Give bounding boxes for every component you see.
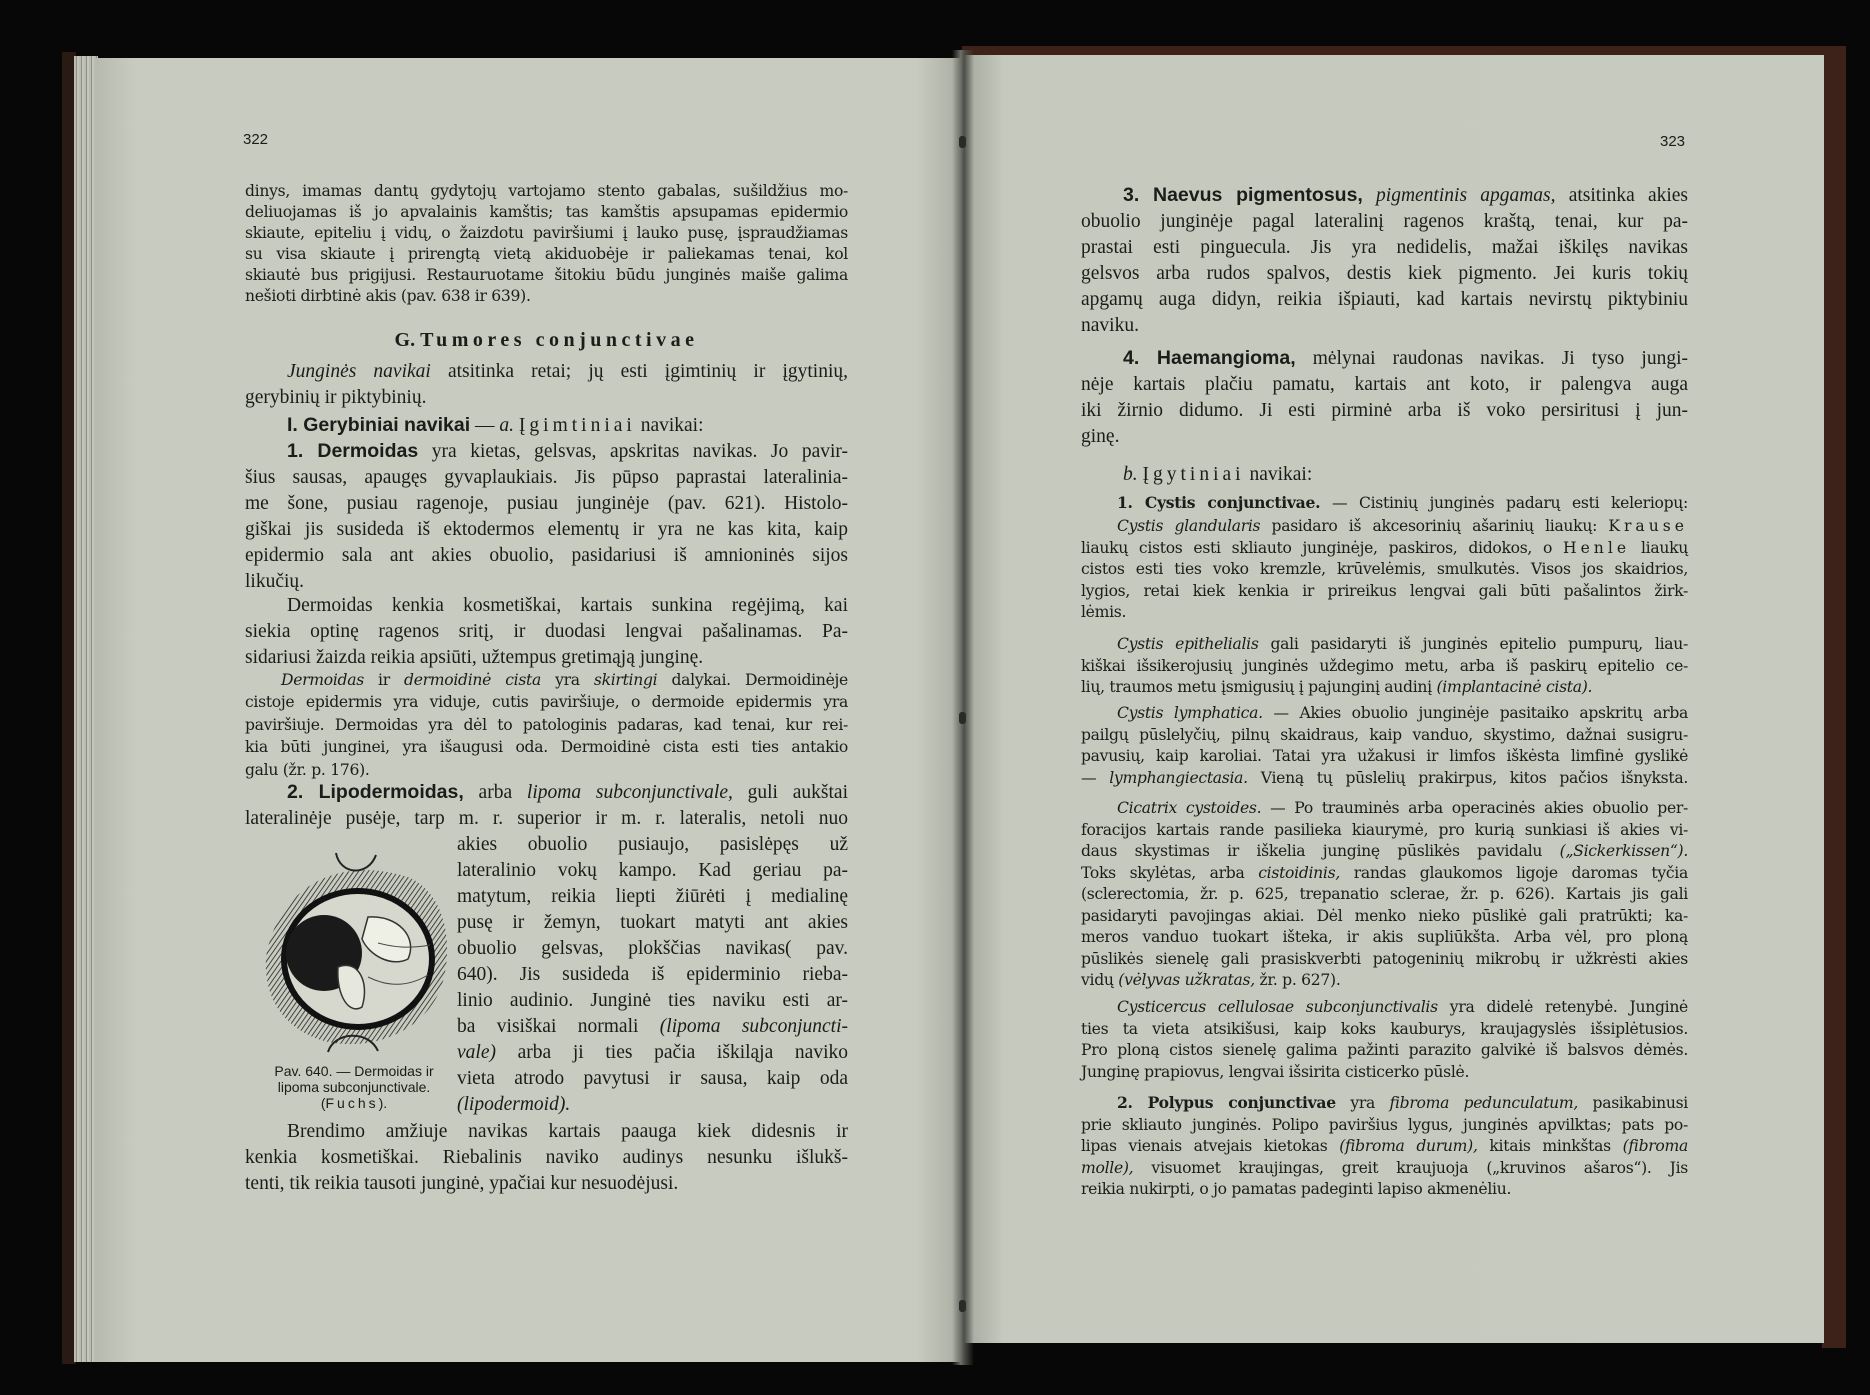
italic-term: (implantacinė cista). (1436, 678, 1593, 696)
bold-term: 1. Cystis conjunctivae. (1117, 493, 1321, 512)
italic-term: (fibroma (1622, 1137, 1688, 1155)
bold-term: 2. Lipodermoidas, (287, 781, 464, 803)
text-line: kiškai išsikerojusių junginės uždegimo metu, arba iš paskirų epitelio ce- (1081, 656, 1688, 675)
spaced-term: Įgytiniai (1142, 464, 1245, 485)
text-line: tenti, tik reikia tausoti junginė, ypačiai kur nesuodėjusi. (245, 1173, 679, 1194)
text-line: pasidaryti pavojingas akiai. Dėl menko nieko pūslikė gali pratrūkti; ka- (1081, 906, 1688, 925)
text-line: nėje kartais plačiu pamatu, kartais ant koto, ir palengva auga (1081, 374, 1688, 395)
text-line: cistos esti ties voko kremzle, krūvelėmis, smulkutės. Visos jos skaidrios, (1081, 560, 1688, 578)
text-run: mėlynai raudonas navikas. Ji tyso jungi- (1295, 348, 1688, 369)
text-line: sidariusi žaizda reikia apsiūti, užtempus gretimąją junginę. (245, 647, 704, 668)
text-line: likučių. (245, 571, 305, 592)
paragraph-polypus (1081, 1092, 1688, 1201)
paragraph-cystis-conjunctivae (1081, 492, 1688, 515)
section-title: Tumores conjunctivae (420, 329, 699, 351)
text-line: meros vanduo tuokart išteka, ir akis supliūkšta. Arba vėl, pro ploną (1081, 928, 1688, 946)
text-line (1081, 462, 1688, 488)
text-line: su visa skiaute į prirengtą vietą akiduobėje ir paliekamas tenai, kol (245, 245, 848, 263)
section-heading (245, 326, 848, 354)
text-line: iki žirnio didumo. Ji esti pirminė arba iš voko persiritusi į jun- (1081, 400, 1688, 421)
paragraph-cicatrix-cystoides (1081, 798, 1688, 992)
binding-stitch (959, 136, 966, 148)
text-line: dinys, imamas dantų gydytojų vartojamo stento gabalas, sušildžius mo- (245, 182, 848, 200)
text-line (245, 438, 848, 465)
text-line: Junginę prapiovus, lengvai išsirita cisticerko pūslė. (1081, 1062, 1470, 1081)
text-line: kenkia kosmetiškai. Riebalinis naviko audinys nesunku išlukš- (245, 1147, 848, 1168)
text-line: me šone, pusiau ragenoje, pusiau junginėje (pav. 621). Histolo- (245, 493, 848, 514)
text-line: ties ta vieta atsikišusi, kaip koks kauburys, kraujagyslės išsiplėtusios. (1081, 1019, 1688, 1038)
text-run: — Cistinių junginės padarų esti keleriopų: (1320, 494, 1688, 512)
text-line: gelsvos arba rudos spalvos, destis kiek pigmento. Jei kuris tokių (1081, 263, 1688, 284)
italic-term: Dermoidas (281, 671, 364, 689)
text-run: Toks skylėtas, arba (1081, 863, 1259, 882)
bold-term: 2. Polypus conjunctivae (1117, 1093, 1336, 1112)
spaced-term: Krause (1608, 517, 1688, 535)
text-line: epidermio sala ant akies obuolio, pasidariusi iš amnioninės sijos (245, 545, 848, 566)
italic-term: Cystis epithelialis (1117, 635, 1259, 653)
text-line: giškai jis susideda iš ektodermos elementų ir yra ne kas kita, kaip (245, 519, 848, 540)
spaced-term: Henle (1562, 538, 1631, 557)
text-run: arba (463, 782, 527, 803)
text-run: liaukų (1630, 538, 1688, 557)
italic-term: (lipodermoid). (457, 1094, 571, 1115)
paragraph-naevus (1081, 182, 1688, 339)
text-line: pusę ir žemyn, tuokart matyti ant akies (457, 912, 848, 933)
text-run: navikai: (1244, 464, 1313, 485)
subheading-acquired (1081, 462, 1688, 488)
text-line (1081, 538, 1688, 560)
paragraph-haemangioma (1081, 345, 1688, 450)
bold-term: I. Gerybiniai navikai (287, 414, 471, 436)
text-run: atsitinka retai; jų esti įgimtinių ir įgytinių, (430, 361, 849, 382)
text-line (1081, 863, 1688, 885)
italic-term: Cicatrix cystoides. (1117, 799, 1262, 817)
text-line: pailgų pūslelyčių, pilnų skaidraus, kaip vanduo, skystimo, dažnai susigru- (1081, 725, 1688, 744)
italic-term: cistoidinis, (1258, 863, 1340, 882)
paragraph-cystis-lymphatica (1081, 703, 1688, 789)
text-run: daus skystimas ir iškelia junginę pūslikės pavidalu (1081, 842, 1560, 860)
text-line: šius sausas, apaugęs gyvaplaukiais. Jis pūpso paprastai lateralinia- (245, 467, 848, 488)
italic-term: lymphangiectasia. (1109, 768, 1248, 787)
italic-term: molle), (1081, 1158, 1134, 1177)
text-line (1081, 492, 1688, 515)
text-run: vidų (1081, 971, 1119, 989)
text-line: vieta atrodo pavytusi ir sausa, kaip oda (457, 1068, 848, 1089)
text-line: skiautė bus prigijusi. Restauruotame šitokiu būdu junginės maiše galima (245, 266, 848, 284)
italic-term: Cystis glandularis (1117, 517, 1261, 535)
book-spine (952, 50, 974, 1365)
text-line (1081, 182, 1688, 209)
bold-term: 4. Haemangioma, (1123, 347, 1296, 369)
italic-term: fibroma pedunculatum, (1389, 1094, 1579, 1112)
text-line: foracijos kartais rande pasilieka kiaurymė, pro kurią sunkiasi iš akies vi- (1081, 820, 1688, 839)
text-run: ba visiškai normali (457, 1016, 660, 1037)
paragraph-artificial-eye (245, 181, 848, 307)
text-line (457, 1040, 848, 1066)
text-run: gali pasidaryti iš junginės epitelio pumpurų, liau- (1258, 635, 1688, 653)
text-line (1081, 798, 1688, 820)
text-run: žr. p. 627). (1254, 971, 1341, 989)
text-line: obuolio gelsvas, plokščias navikas( pav. (457, 938, 848, 959)
italic-term: lipoma subconjunctivale, (526, 782, 733, 803)
caption-line: Pav. 640. — Dermoidas ir (274, 1063, 434, 1079)
italic-term: skirtingi (593, 671, 658, 689)
text-line (245, 412, 848, 439)
text-run: — (1081, 768, 1110, 787)
italic-term: (vėlyvas užkratas, (1118, 971, 1255, 989)
text-line: reikia nukirpti, o jo pamatas padeginti lapiso akmenėliu. (1081, 1180, 1512, 1198)
text-line: lateralinio vokų kampo. Kad geriau pa- (457, 860, 848, 881)
text-line: matytum, reikia liepti žiūrėti į medialinę (457, 886, 848, 907)
text-line: (sclerectomia, žr. p. 625, trepanatio sclerae, žr. p. 626). Kartais jis gali (1081, 885, 1688, 903)
text-line: obuolio junginėje pagal lateralinį ragenos kraštą, tenai, kur pa- (1081, 211, 1688, 232)
text-line: linio audinio. Junginė ties naviku esti ar- (457, 990, 848, 1011)
text-line (1081, 1158, 1688, 1180)
text-run: pasikabinusi (1578, 1094, 1688, 1112)
text-run: arba ji ties pačia iškiląja naviko (495, 1042, 848, 1063)
text-line: naviku. (1081, 315, 1139, 336)
note-dermoid-cyst (245, 669, 848, 781)
text-line (245, 779, 848, 806)
text-line (1081, 970, 1688, 992)
subheading-benign (245, 412, 848, 439)
figure-640 (254, 847, 454, 1111)
italic-term: (fibroma durum), (1339, 1137, 1478, 1155)
text-line: deliuojamas iš jo apvalainis kamštis; tas kamštis apsupamas epidermio (245, 203, 848, 221)
text-line (1081, 841, 1688, 863)
bold-term: 1. Dermoidas (287, 440, 419, 462)
text-run: Vieną tų pūslelių prakirpus, kitos pačios išnyksta. (1247, 768, 1688, 787)
text-run: yra kietas, gelsvas, apskritas navikas. Jo pavir- (418, 441, 848, 462)
paragraph-cysticercus (1081, 997, 1688, 1083)
text-line: apgamų auga didyn, reikia išpiauti, kad kartais nevirstų piktybiniu (1081, 289, 1688, 310)
caption-author-line: (Fuchs). (320, 1095, 388, 1111)
text-run (1363, 185, 1376, 206)
italic-term: (lipoma subconjuncti- (659, 1016, 848, 1037)
text-line: 640). Jis susideda iš epiderminio rieba- (457, 964, 848, 985)
text-run: lipas vienais atvejais kietokas (1081, 1137, 1340, 1155)
text-line: kia būti junginei, yra išaugusi oda. Dermoidinė cista esti ties antakio (245, 738, 848, 757)
text-line: lygios, retai kiek kenkia ir prireikus lengvai gali būti pašalintos žirk- (1081, 581, 1688, 600)
paragraph-lipodermoid (245, 779, 848, 832)
text-run: lių, traumos metu įsmigusių į pajunginį audinį (1081, 678, 1437, 696)
caption-line: lipoma subconjunctivale. (277, 1079, 431, 1095)
text-run: atsitinka akies (1555, 185, 1689, 206)
text-line: ginę. (1081, 426, 1120, 447)
text-line: prie skliauto junginės. Polipo paviršius lygus, junginės apvilktas; pats po- (1081, 1115, 1688, 1134)
text-line (245, 359, 848, 385)
figure-caption (254, 1063, 454, 1111)
binding-stitch (959, 1300, 966, 1312)
text-run: visuomet kraujingas, greit kraujuoja („kruvinos ašaros“). Jis (1133, 1158, 1688, 1177)
text-run: ir (363, 671, 405, 689)
text-line: Dermoidas kenkia kosmetiškai, kartais sunkina regėjimą, kai (287, 595, 848, 616)
italic-term: („Sickerkissen“). (1559, 842, 1688, 860)
italic-term: vale) (457, 1042, 496, 1063)
text-line (1081, 768, 1688, 790)
italic-term: Cystis lymphatica. (1117, 704, 1263, 722)
text-line: siekia optinę ragenos sritį, ir duodasi lengvai pašalinamas. Pa- (245, 621, 848, 642)
text-run: randas glaukomos ligoje daromas tyčia (1339, 863, 1688, 882)
italic-term: Cysticercus cellulosae subconjunctivalis (1117, 998, 1438, 1016)
text-line: Pro ploną cistos sienelę galima pažinti parazito galvikė iš balsvos dėmės. (1081, 1041, 1688, 1059)
text-line: nešioti dirbtinė akis (pav. 638 ir 639). (245, 287, 531, 305)
text-line: gerybinių ir piktybinių. (245, 387, 427, 408)
text-run: yra (1335, 1094, 1390, 1112)
text-line (457, 1092, 848, 1118)
paragraph-cystis-epithelialis (1081, 634, 1688, 699)
text-run: — (470, 415, 500, 436)
text-line: skiaute, epiteliu į vidų, o žaizdotu paviršiumi į lauko pusę, įspraudžiamas (245, 224, 848, 242)
text-line: akies obuolio pusiaujo, pasislėpęs už (457, 834, 848, 855)
text-line (1081, 345, 1688, 372)
text-run: yra didelė retenybė. Junginė (1437, 998, 1688, 1016)
book-cover-right (1822, 46, 1846, 1348)
text-line (1081, 1136, 1688, 1158)
text-line (457, 1014, 848, 1040)
paragraph-lipodermoid-wrap (457, 832, 848, 1118)
text-line: galu (žr. p. 176). (245, 760, 370, 779)
text-line (1081, 997, 1688, 1019)
text-run: yra (540, 671, 594, 689)
text-line: lateralinėje pusėje, tarp m. r. superior ir m. r. lateralis, netoli nuo (245, 808, 848, 829)
paragraph-cystis-glandularis (1081, 516, 1688, 624)
text-run: liaukų cistos esti skliauto junginėje, paskiros, didokos, o (1081, 538, 1563, 557)
text-run: navikai: (635, 415, 704, 436)
text-line (1081, 703, 1688, 725)
text-line: paviršiuje. Dermoidas yra dėl to patologinis padaras, kad tenai, kur rei- (245, 715, 848, 734)
text-run: pasidaro iš akcesorinių ašarinių liaukų: (1260, 517, 1609, 535)
text-line (1081, 1092, 1688, 1115)
eye-illustration (258, 847, 454, 1057)
paragraph-dermoid (245, 438, 848, 595)
text-line (1081, 634, 1688, 656)
text-run: — Po trauminės arba operacinės akies obuolio per- (1261, 799, 1688, 817)
bold-term: 3. Naevus pigmentosus, (1123, 184, 1363, 206)
text-run: — Akies obuolio junginėje pasitaiko apskritų arba (1262, 704, 1689, 722)
italic-term: dermoidinė cista (404, 671, 541, 689)
italic-term: pigmentinis apgamas, (1376, 185, 1556, 206)
caption-author: Fuchs (325, 1095, 379, 1111)
text-line: pūslikės sienelę gali prasiskverbti patogeninių mikrobų ir užkrėsti akies (1081, 949, 1688, 968)
binding-stitch (959, 712, 966, 724)
text-line (1081, 677, 1688, 699)
italic-term: Junginės navikai (287, 361, 431, 382)
text-line (1081, 516, 1688, 538)
italic-term: b. (1123, 464, 1138, 485)
text-line: cistoje epidermis yra viduje, cutis paviršiuje, o dermoide epidermis yra (245, 693, 848, 712)
paragraph-dermoid-cosmetic (245, 593, 848, 671)
paragraph-intro (245, 359, 848, 411)
section-letter: G. (394, 329, 416, 351)
text-run: dalykai. Dermoidinėje (657, 671, 848, 689)
text-run: guli aukštai (732, 782, 848, 803)
italic-term: a. (499, 415, 515, 436)
page-number-left: 322 (243, 131, 269, 148)
text-line: pavusių, kaip karoliai. Tatai yra užakusi ir limfos iškėsta limfinė gyslikė (1081, 747, 1688, 765)
paragraph-maturity (245, 1119, 848, 1197)
text-line: prastai esti pinguecula. Jis yra nedidelis, mažai iškilęs navikas (1081, 237, 1688, 258)
text-line (245, 669, 848, 691)
text-run: kitais minkštas (1477, 1137, 1623, 1155)
page-stack-edge (74, 56, 98, 1362)
text-line: lėmis. (1081, 603, 1127, 621)
text-line: Brendimo amžiuje navikas kartais paauga kiek didesnis ir (287, 1121, 848, 1142)
spaced-term: Įgimtiniai (518, 415, 636, 436)
page-number-right: 323 (1660, 133, 1686, 150)
